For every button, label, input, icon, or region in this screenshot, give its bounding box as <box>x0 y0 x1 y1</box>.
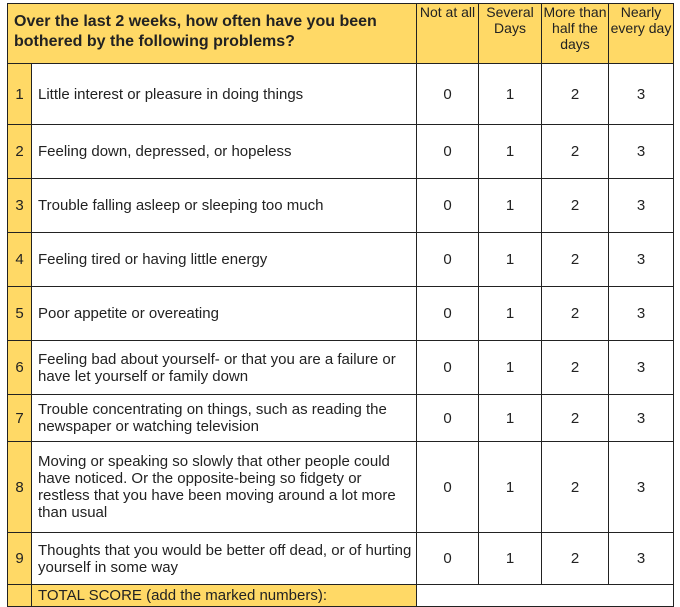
problem-text: Little interest or pleasure in doing things <box>32 64 417 125</box>
score-option[interactable]: 2 <box>542 179 609 233</box>
score-option[interactable]: 2 <box>542 341 609 395</box>
table-row <box>8 64 674 125</box>
row-number: 5 <box>8 287 32 341</box>
score-option[interactable]: 1 <box>479 287 542 341</box>
score-option[interactable]: 0 <box>417 125 479 179</box>
problem-text: Poor appetite or overeating <box>32 287 417 341</box>
problem-text: Feeling tired or having little energy <box>32 233 417 287</box>
score-option[interactable]: 3 <box>609 442 674 533</box>
score-option[interactable]: 1 <box>479 233 542 287</box>
problem-text: Moving or speaking so slowly that other people could have noticed. Or the opposite-being so fidgety or restless that you have been moving around a lot more than usual <box>32 442 417 533</box>
total-score-label: TOTAL SCORE (add the marked numbers): <box>32 585 417 607</box>
row-number: 6 <box>8 341 32 395</box>
table-row <box>8 233 674 287</box>
header-row <box>8 4 674 64</box>
column-header-nearly-every-day: Nearly every day <box>609 4 674 64</box>
score-option[interactable]: 1 <box>479 533 542 585</box>
row-number: 4 <box>8 233 32 287</box>
score-option[interactable]: 1 <box>479 442 542 533</box>
row-number: 1 <box>8 64 32 125</box>
question-header: Over the last 2 weeks, how often have you been bothered by the following problems? <box>8 4 417 64</box>
score-option[interactable]: 0 <box>417 442 479 533</box>
score-option[interactable]: 0 <box>417 64 479 125</box>
score-option[interactable]: 2 <box>542 442 609 533</box>
score-option[interactable]: 3 <box>609 125 674 179</box>
column-header-not-at-all: Not at all <box>417 4 479 64</box>
score-option[interactable]: 2 <box>542 125 609 179</box>
row-number: 2 <box>8 125 32 179</box>
score-option[interactable]: 3 <box>609 64 674 125</box>
score-option[interactable]: 0 <box>417 287 479 341</box>
score-option[interactable]: 0 <box>417 341 479 395</box>
score-option[interactable]: 1 <box>479 64 542 125</box>
score-option[interactable]: 3 <box>609 395 674 442</box>
row-number: 8 <box>8 442 32 533</box>
row-number: 9 <box>8 533 32 585</box>
row-number: 3 <box>8 179 32 233</box>
problem-text: Feeling bad about yourself- or that you are a failure or have let yourself or family down <box>32 341 417 395</box>
table-row <box>8 395 674 442</box>
score-option[interactable]: 0 <box>417 533 479 585</box>
score-option[interactable]: 3 <box>609 179 674 233</box>
score-option[interactable]: 2 <box>542 287 609 341</box>
column-header-several-days: Several Days <box>479 4 542 64</box>
table-row <box>8 287 674 341</box>
table-row <box>8 341 674 395</box>
problem-text: Trouble falling asleep or sleeping too much <box>32 179 417 233</box>
score-option[interactable]: 2 <box>542 533 609 585</box>
problem-text: Trouble concentrating on things, such as reading the newspaper or watching television <box>32 395 417 442</box>
total-score-row <box>8 585 674 607</box>
total-number-cell <box>8 585 32 607</box>
score-option[interactable]: 1 <box>479 341 542 395</box>
problem-text: Thoughts that you would be better off dead, or of hurting yourself in some way <box>32 533 417 585</box>
score-option[interactable]: 2 <box>542 395 609 442</box>
score-option[interactable]: 3 <box>609 533 674 585</box>
score-option[interactable]: 1 <box>479 179 542 233</box>
score-option[interactable]: 2 <box>542 64 609 125</box>
phq9-table <box>7 3 674 607</box>
score-option[interactable]: 3 <box>609 287 674 341</box>
score-option[interactable]: 2 <box>542 233 609 287</box>
table-row <box>8 533 674 585</box>
table-row <box>8 442 674 533</box>
column-header-more-than-half: More than half the days <box>542 4 609 64</box>
problem-text: Feeling down, depressed, or hopeless <box>32 125 417 179</box>
table-row <box>8 125 674 179</box>
total-score-field[interactable] <box>417 585 674 607</box>
score-option[interactable]: 3 <box>609 233 674 287</box>
score-option[interactable]: 0 <box>417 179 479 233</box>
score-option[interactable]: 0 <box>417 395 479 442</box>
score-option[interactable]: 3 <box>609 341 674 395</box>
table-row <box>8 179 674 233</box>
score-option[interactable]: 0 <box>417 233 479 287</box>
score-option[interactable]: 1 <box>479 395 542 442</box>
row-number: 7 <box>8 395 32 442</box>
score-option[interactable]: 1 <box>479 125 542 179</box>
